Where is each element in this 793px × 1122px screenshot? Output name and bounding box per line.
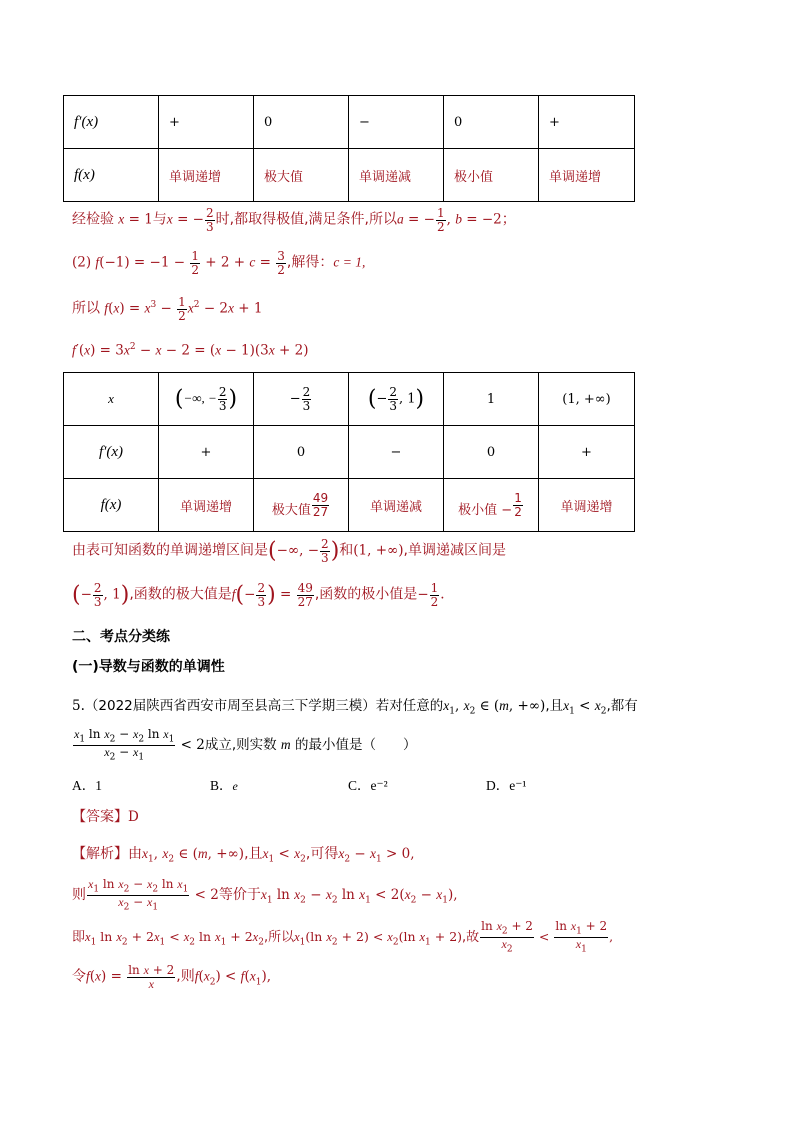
check-line: 经检验 x = 1与x = − $\frac{2}{3}$ 时,都取得极值,满足条件,所以a = − $\frac{1}{2}$ , b = −2；	[72, 206, 516, 234]
table-cell: 单调递增	[539, 149, 635, 202]
text: e⁻¹	[509, 778, 527, 793]
option-a[interactable]: A．1	[72, 778, 102, 793]
table-cell: 单调递增	[159, 479, 254, 532]
table-cell: 1	[444, 373, 539, 426]
table-cell: +	[539, 96, 635, 149]
text: c = 1,	[333, 254, 366, 270]
answer-label: 【答案】	[72, 809, 128, 825]
text: ,且	[545, 698, 564, 714]
text: B．	[210, 778, 233, 793]
text: 所以	[72, 300, 100, 317]
text: ；	[501, 211, 516, 228]
table-cell: 极小值 − $\frac{1}{2}$	[444, 479, 539, 532]
table-cell: 0	[254, 96, 349, 149]
text: e	[232, 779, 238, 793]
question-number: 5.	[72, 698, 85, 714]
text: (2)	[72, 254, 92, 271]
table-cell: 极大值	[254, 149, 349, 202]
table-row	[64, 479, 635, 532]
text: ,故	[462, 929, 480, 945]
text: ,且	[244, 846, 263, 862]
fprime-line: $f'(x) = 3x^2 - x - 2 = (x - 1)(3x + 2)$	[72, 342, 309, 359]
text: 由	[128, 846, 142, 862]
table-cell: 0	[444, 426, 539, 479]
table-head-fprime: f′(x)	[64, 426, 159, 479]
table-cell: (− $\frac{2}{3}$ , 1)	[349, 373, 444, 426]
text: 成立,则实数	[204, 736, 277, 753]
part2-line: (2) f(−1) = −1 − $\frac{1}{2}$ + 2 + c = $\frac{3}{2}$ ,解得：c = 1,	[72, 249, 366, 277]
question-5-line-2: $\frac{x_1 \ln x_2 - x_2 \ln x_1}{x_2 - x_1}$ < 2成立,则实数 m 的最小值是（ ）	[74, 727, 417, 763]
text: 和	[339, 542, 354, 559]
text: ,则	[176, 968, 195, 985]
table-cell: +	[159, 426, 254, 479]
question-5-line-1: 5.（2022届陕西省西安市周至县高三下学期三模）若对任意的$x_1$, $x_2$ ∈ (m, +∞),且$x_1 < x_2$,都有	[72, 698, 638, 717]
question-text: （2022届陕西省西安市周至县高三下学期三模）若对任意的	[84, 698, 444, 714]
table-cell: 极大值 $\frac{49}{27}$	[254, 479, 349, 532]
section-subtitle: (一)导数与函数的单调性	[72, 659, 225, 675]
table-cell: (−∞, − $\frac{2}{3}$ )	[159, 373, 254, 426]
text: C．	[348, 778, 371, 793]
text: ,函数的极小值是	[314, 586, 418, 603]
table-cell: 单调递减	[349, 479, 444, 532]
table-row	[64, 149, 635, 202]
text: ,单调递减区间是	[403, 542, 506, 559]
table-head-x: x	[64, 373, 159, 426]
option-d[interactable]	[486, 774, 526, 794]
table-head-fprime: f′(x)	[64, 96, 159, 149]
fx-line: 所以 $f(x) = x^3$ − $\frac{1}{2}$ $x^2 - 2x + 1$	[72, 295, 263, 323]
text: 极大值	[271, 503, 311, 519]
text: 与	[152, 211, 167, 228]
analysis-line-2: 则 $\frac{x_1 \ln x_2 - x_2 \ln x_1}{x_2 - x_1}$ < 2等价于$x_1$ $\ln x_2 - x_2$ $\ln x_1 < 2(x_2 - x_1)$,	[72, 877, 458, 913]
table-cell: (1, +∞)	[539, 373, 635, 426]
option-b[interactable]	[210, 774, 238, 794]
table-sign-1	[63, 95, 635, 202]
text: D．	[486, 778, 510, 793]
table-cell: −	[349, 96, 444, 149]
table-cell: − $\frac{2}{3}$	[254, 373, 349, 426]
text: 极小值	[458, 503, 498, 519]
text: 等价于	[218, 886, 261, 903]
table-sign-2	[63, 372, 635, 532]
text: 时,都取得极值,满足条件,所以	[215, 211, 397, 228]
text: 则	[72, 886, 86, 903]
text: e⁻²	[370, 778, 388, 793]
conclusion-line-1: 由表可知函数的单调递增区间是(−∞, − $\frac{2}{3}$ )和(1, +∞),单调递减区间是	[72, 537, 506, 565]
text: ,可得	[305, 846, 339, 862]
table-head-f: f(x)	[64, 149, 159, 202]
table-cell: +	[159, 96, 254, 149]
table-row	[64, 96, 635, 149]
table-head-f: f(x)	[64, 479, 159, 532]
table-cell: 0	[444, 96, 539, 149]
table-cell: 极小值	[444, 149, 539, 202]
conclusion-line-2: (− $\frac{2}{3}$ , 1),函数的极大值是f(− $\frac{2}{3}$ ) = $\frac{49}{27}$ ,函数的极小值是− $\frac{1}{2}$ .	[72, 581, 445, 609]
analysis-line-3: 即$x_1$ $\ln x_2 + 2x_1 < x_2$ $\ln x_1 + 2x_2$,所以$x_1(\ln$ $x_2 + 2) < x_2(\ln$ $x_1 + 2$),故 $\frac{\ln x_2 + 2}{x_2}$ < $\frac{\ln x_1 + 2}{x_1}$ ,	[72, 919, 614, 955]
analysis-line-4: 令f(x) = $\frac{\text{ln x + 2}}{x}$ ,则$f(x_2) < f(x_1)$,	[72, 963, 272, 991]
option-c[interactable]	[348, 774, 388, 794]
text: 由表可知函数的单调递增区间是	[72, 542, 268, 559]
analysis-line-1: 【解析】由$x_1$, $x_2$ ∈ (m, +∞),且$x_1 < x_2$,可得$x_2 - x_1 > 0$,	[72, 846, 415, 865]
text: 即	[72, 929, 86, 945]
table-row	[64, 373, 635, 426]
text: 的最小值是（ ）	[294, 736, 417, 753]
text: ,函数的极大值是	[129, 586, 232, 603]
answer-value: D	[128, 809, 139, 825]
text: ,所以	[263, 929, 295, 945]
analysis-label: 【解析】	[72, 846, 128, 862]
text: ,解得：	[286, 254, 334, 271]
text: 经检验	[72, 211, 114, 228]
table-cell: 单调递减	[349, 149, 444, 202]
text: ,都有	[606, 698, 638, 714]
table-cell: 0	[254, 426, 349, 479]
text: .	[440, 586, 445, 603]
text: 令	[72, 968, 86, 985]
table-cell: +	[539, 426, 635, 479]
table-cell: −	[349, 426, 444, 479]
table-cell: 单调递增	[159, 149, 254, 202]
table-row	[64, 426, 635, 479]
section-title: 二、考点分类练	[72, 629, 170, 645]
answer-line	[72, 806, 139, 826]
table-cell: 单调递增	[539, 479, 635, 532]
